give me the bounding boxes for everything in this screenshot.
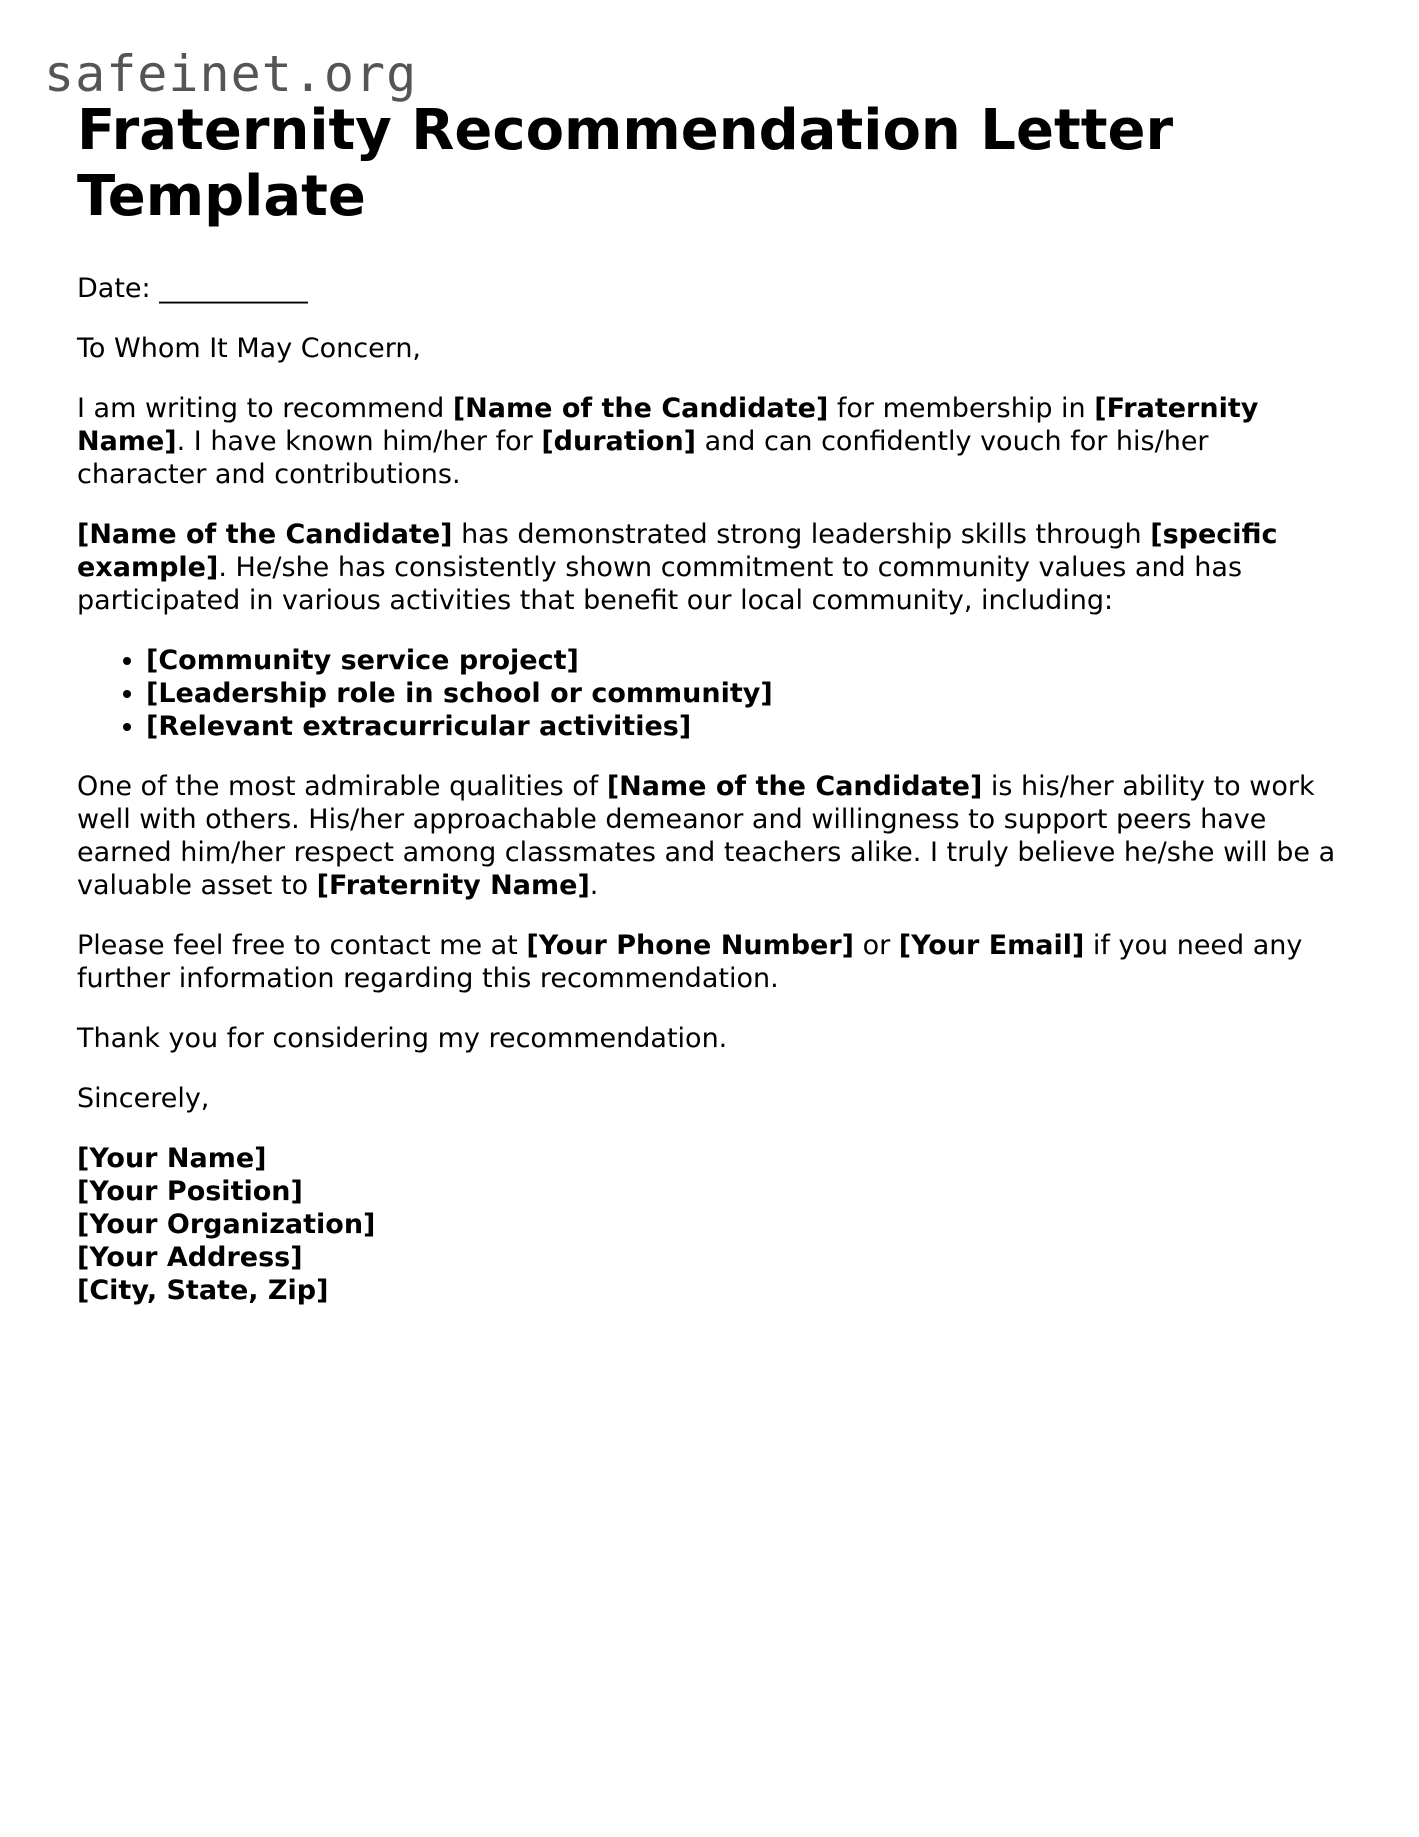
placeholder-candidate-name: [Name of the Candidate] [452, 393, 829, 424]
placeholder-candidate-name: [Name of the Candidate] [606, 771, 983, 802]
list-item: • [Community service project] [146, 644, 1337, 677]
closing: Sincerely, [77, 1083, 210, 1114]
text: Please feel free to contact me at [77, 930, 527, 961]
text: is his/her ability to work well with others. His/her approachable demeanor and willingness to support peers have earned him/her respect among classmates and teachers alike. I truly believe he/she will be a valuable asset to [77, 771, 1336, 901]
placeholder-email: [Your Email] [898, 930, 1085, 961]
signature-position: [Your Position] [77, 1176, 303, 1207]
letter-page [77, 98, 1337, 1307]
text: if you need any further information regarding this recommendation. [77, 930, 1303, 994]
paragraph-thanks: Thank you for considering my recommendation. [77, 1023, 728, 1054]
signature-city-state-zip: [City, State, Zip] [77, 1275, 329, 1306]
text: or [854, 930, 899, 961]
activities-list [77, 644, 1337, 743]
paragraph-qualities [77, 770, 1337, 902]
signature-organization: [Your Organization] [77, 1209, 376, 1240]
paragraph-leadership [77, 518, 1337, 617]
text: for membership in [828, 393, 1095, 424]
date-line: Date: ___________ [77, 273, 308, 304]
placeholder-candidate-name: [Name of the Candidate] [77, 519, 453, 550]
text: One of the most admirable qualities of [77, 771, 607, 802]
watermark: safeinet.org [44, 45, 418, 103]
placeholder-specific-example: [specific example] [77, 519, 1278, 583]
text: I am writing to recommend [77, 393, 453, 424]
text: . I have known him/her for [176, 426, 542, 457]
placeholder-phone: [Your Phone Number] [526, 930, 854, 961]
paragraph-intro [77, 392, 1337, 491]
placeholder-fraternity-name: [Fraternity Name] [316, 870, 590, 901]
signature-name: [Your Name] [77, 1143, 267, 1174]
placeholder-fraternity-name: [Fraternity Name] [77, 393, 1259, 457]
page-title: Fraternity Recommendation Letter Template [77, 98, 1174, 229]
text: and can confidently vouch for his/her character and contributions. [77, 426, 1209, 490]
salutation: To Whom It May Concern, [77, 333, 422, 364]
signature-block [77, 1142, 1337, 1307]
list-item: • [Relevant extracurricular activities] [146, 710, 1337, 743]
text: . He/she has consistently shown commitment to community values and has participated in various activities that benefit our local community, including: [77, 552, 1243, 616]
text: has demonstrated strong leadership skills through [452, 519, 1151, 550]
paragraph-contact [77, 929, 1337, 995]
list-item: • [Leadership role in school or community] [146, 677, 1337, 710]
signature-address: [Your Address] [77, 1242, 303, 1273]
placeholder-duration: [duration] [541, 426, 697, 457]
text: . [589, 870, 599, 901]
